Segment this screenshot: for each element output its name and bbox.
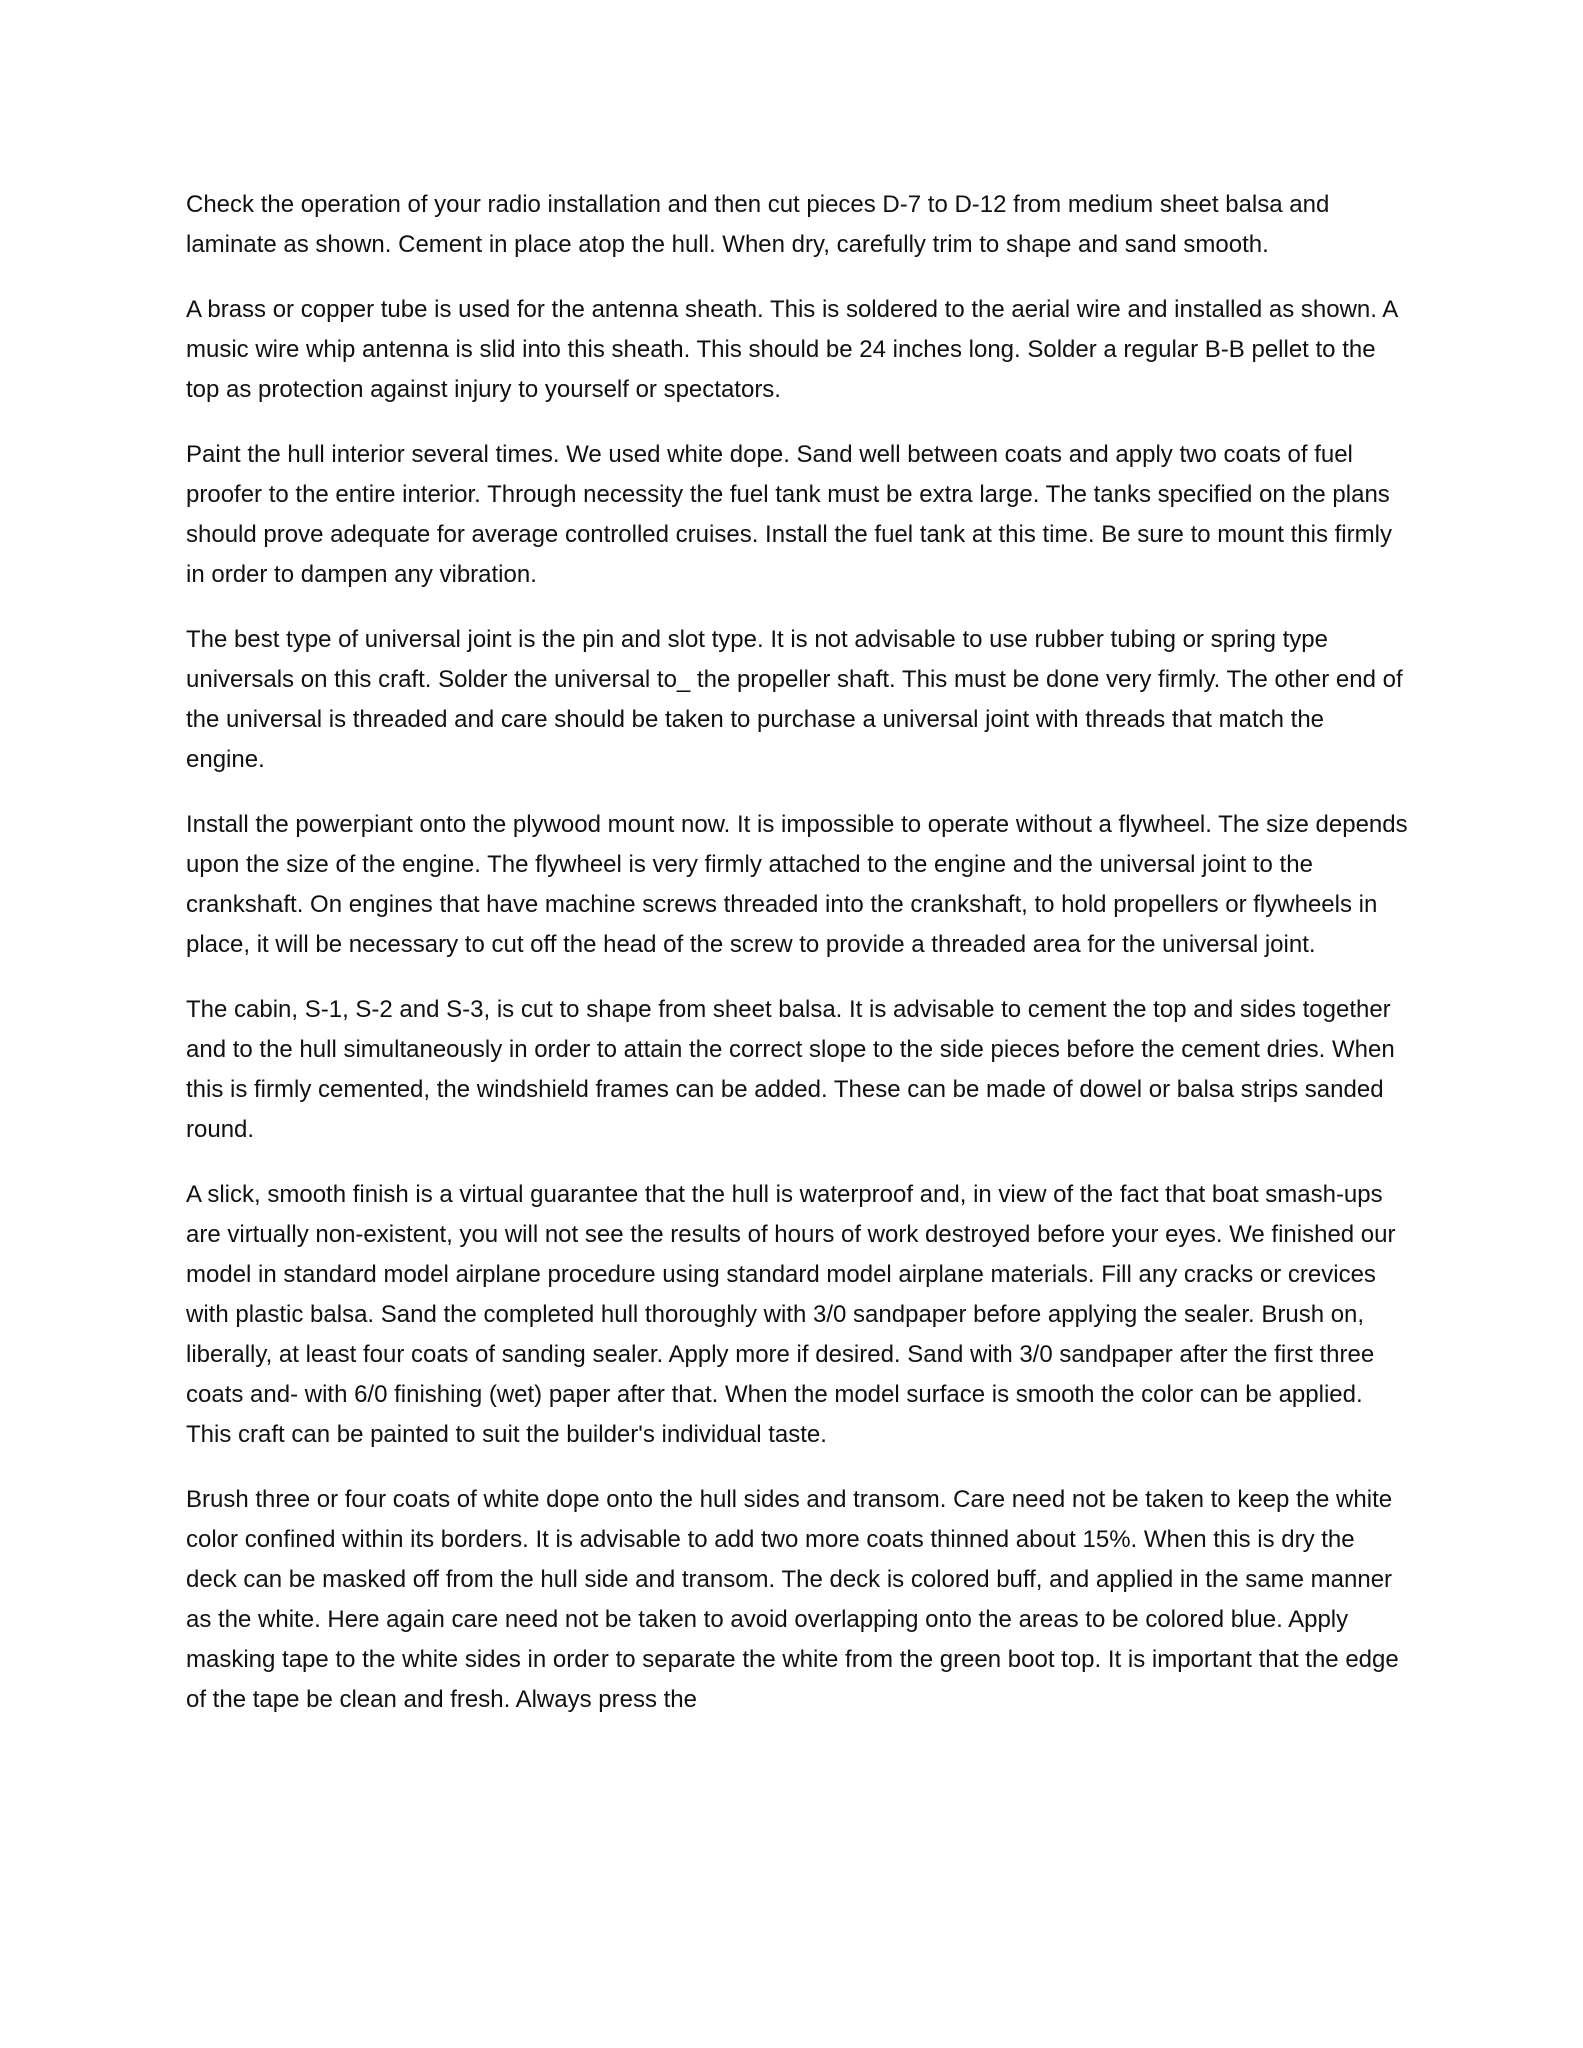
paragraph-powerplant: Install the powerpiant onto the plywood mount now. It is impossible to operate without a flywheel. The size depends upon the size of the engine. The flywheel is very firmly attached to the engine and the universal joint to the crankshaft. On engines that have machine screws threaded into the crankshaft, to hold propellers or flywheels in place, it will be necessary to cut off the head of the screw to provide a threaded area for the universal joint. — [186, 811, 1408, 958]
paragraph-hull-interior: Paint the hull interior several times. We used white dope. Sand well between coats and apply two coats of fuel proofer to the entire interior. Through necessity the fuel tank must be extra large. The tanks specified on the plans should prove adequate for average controlled cruises. Install the fuel tank at this time. Be sure to mount this firmly in order to dampen any vibration. — [186, 441, 1392, 588]
paragraph-universal-joint: The best type of universal joint is the pin and slot type. It is not advisable to use rubber tubing or spring type universals on this craft. Solder the universal to_ the propeller shaft. This must be done very firmly. The other end of the universal is threaded and care should be taken to purchase a universal joint with threads that match the engine. — [186, 626, 1403, 773]
paragraph-antenna-sheath: A brass or copper tube is used for the antenna sheath. This is soldered to the aerial wire and installed as shown. A music wire whip antenna is slid into this sheath. This should be 24 inches long. Solder a regular B-B pellet to the top as protection against injury to yourself or spectators. — [186, 296, 1397, 403]
paragraph-radio-installation: Check the operation of your radio installation and then cut pieces D-7 to D-12 from medium sheet balsa and laminate as shown. Cement in place atop the hull. When dry, carefully trim to shape and sand smooth. — [186, 191, 1330, 258]
paragraph-finish: A slick, smooth finish is a virtual guarantee that the hull is waterproof and, in view of the fact that boat smash-ups are virtually non-existent, you will not see the results of hours of work destroyed before your eyes. We finished our model in standard model airplane procedure using standard model airplane materials. Fill any cracks or crevices with plastic balsa. Sand the completed hull thoroughly with 3/0 sandpaper before applying the sealer. Brush on, liberally, at least four coats of sanding sealer. Apply more if desired. Sand with 3/0 sandpaper after the first three coats and- with 6/0 finishing (wet) paper after that. When the model surface is smooth the color can be applied. This craft can be painted to suit the builder's individual taste. — [186, 1181, 1396, 1448]
paragraph-cabin: The cabin, S-1, S-2 and S-3, is cut to shape from sheet balsa. It is advisable to cement the top and sides together and to the hull simultaneously in order to attain the correct slope to the side pieces before the cement dries. When this is firmly cemented, the windshield frames can be added. These can be made of dowel or balsa strips sanded round. — [186, 996, 1395, 1143]
paragraph-painting: Brush three or four coats of white dope onto the hull sides and transom. Care need not be taken to keep the white color confined within its borders. It is advisable to add two more coats thinned about 15%. When this is dry the deck can be masked off from the hull side and transom. The deck is colored buff, and applied in the same manner as the white. Here again care need not be taken to avoid overlapping onto the areas to be colored blue. Apply masking tape to the white sides in order to separate the white from the green boot top. It is important that the edge of the tape be clean and fresh. Always press the — [186, 1486, 1399, 1713]
body-text — [186, 185, 1408, 1745]
